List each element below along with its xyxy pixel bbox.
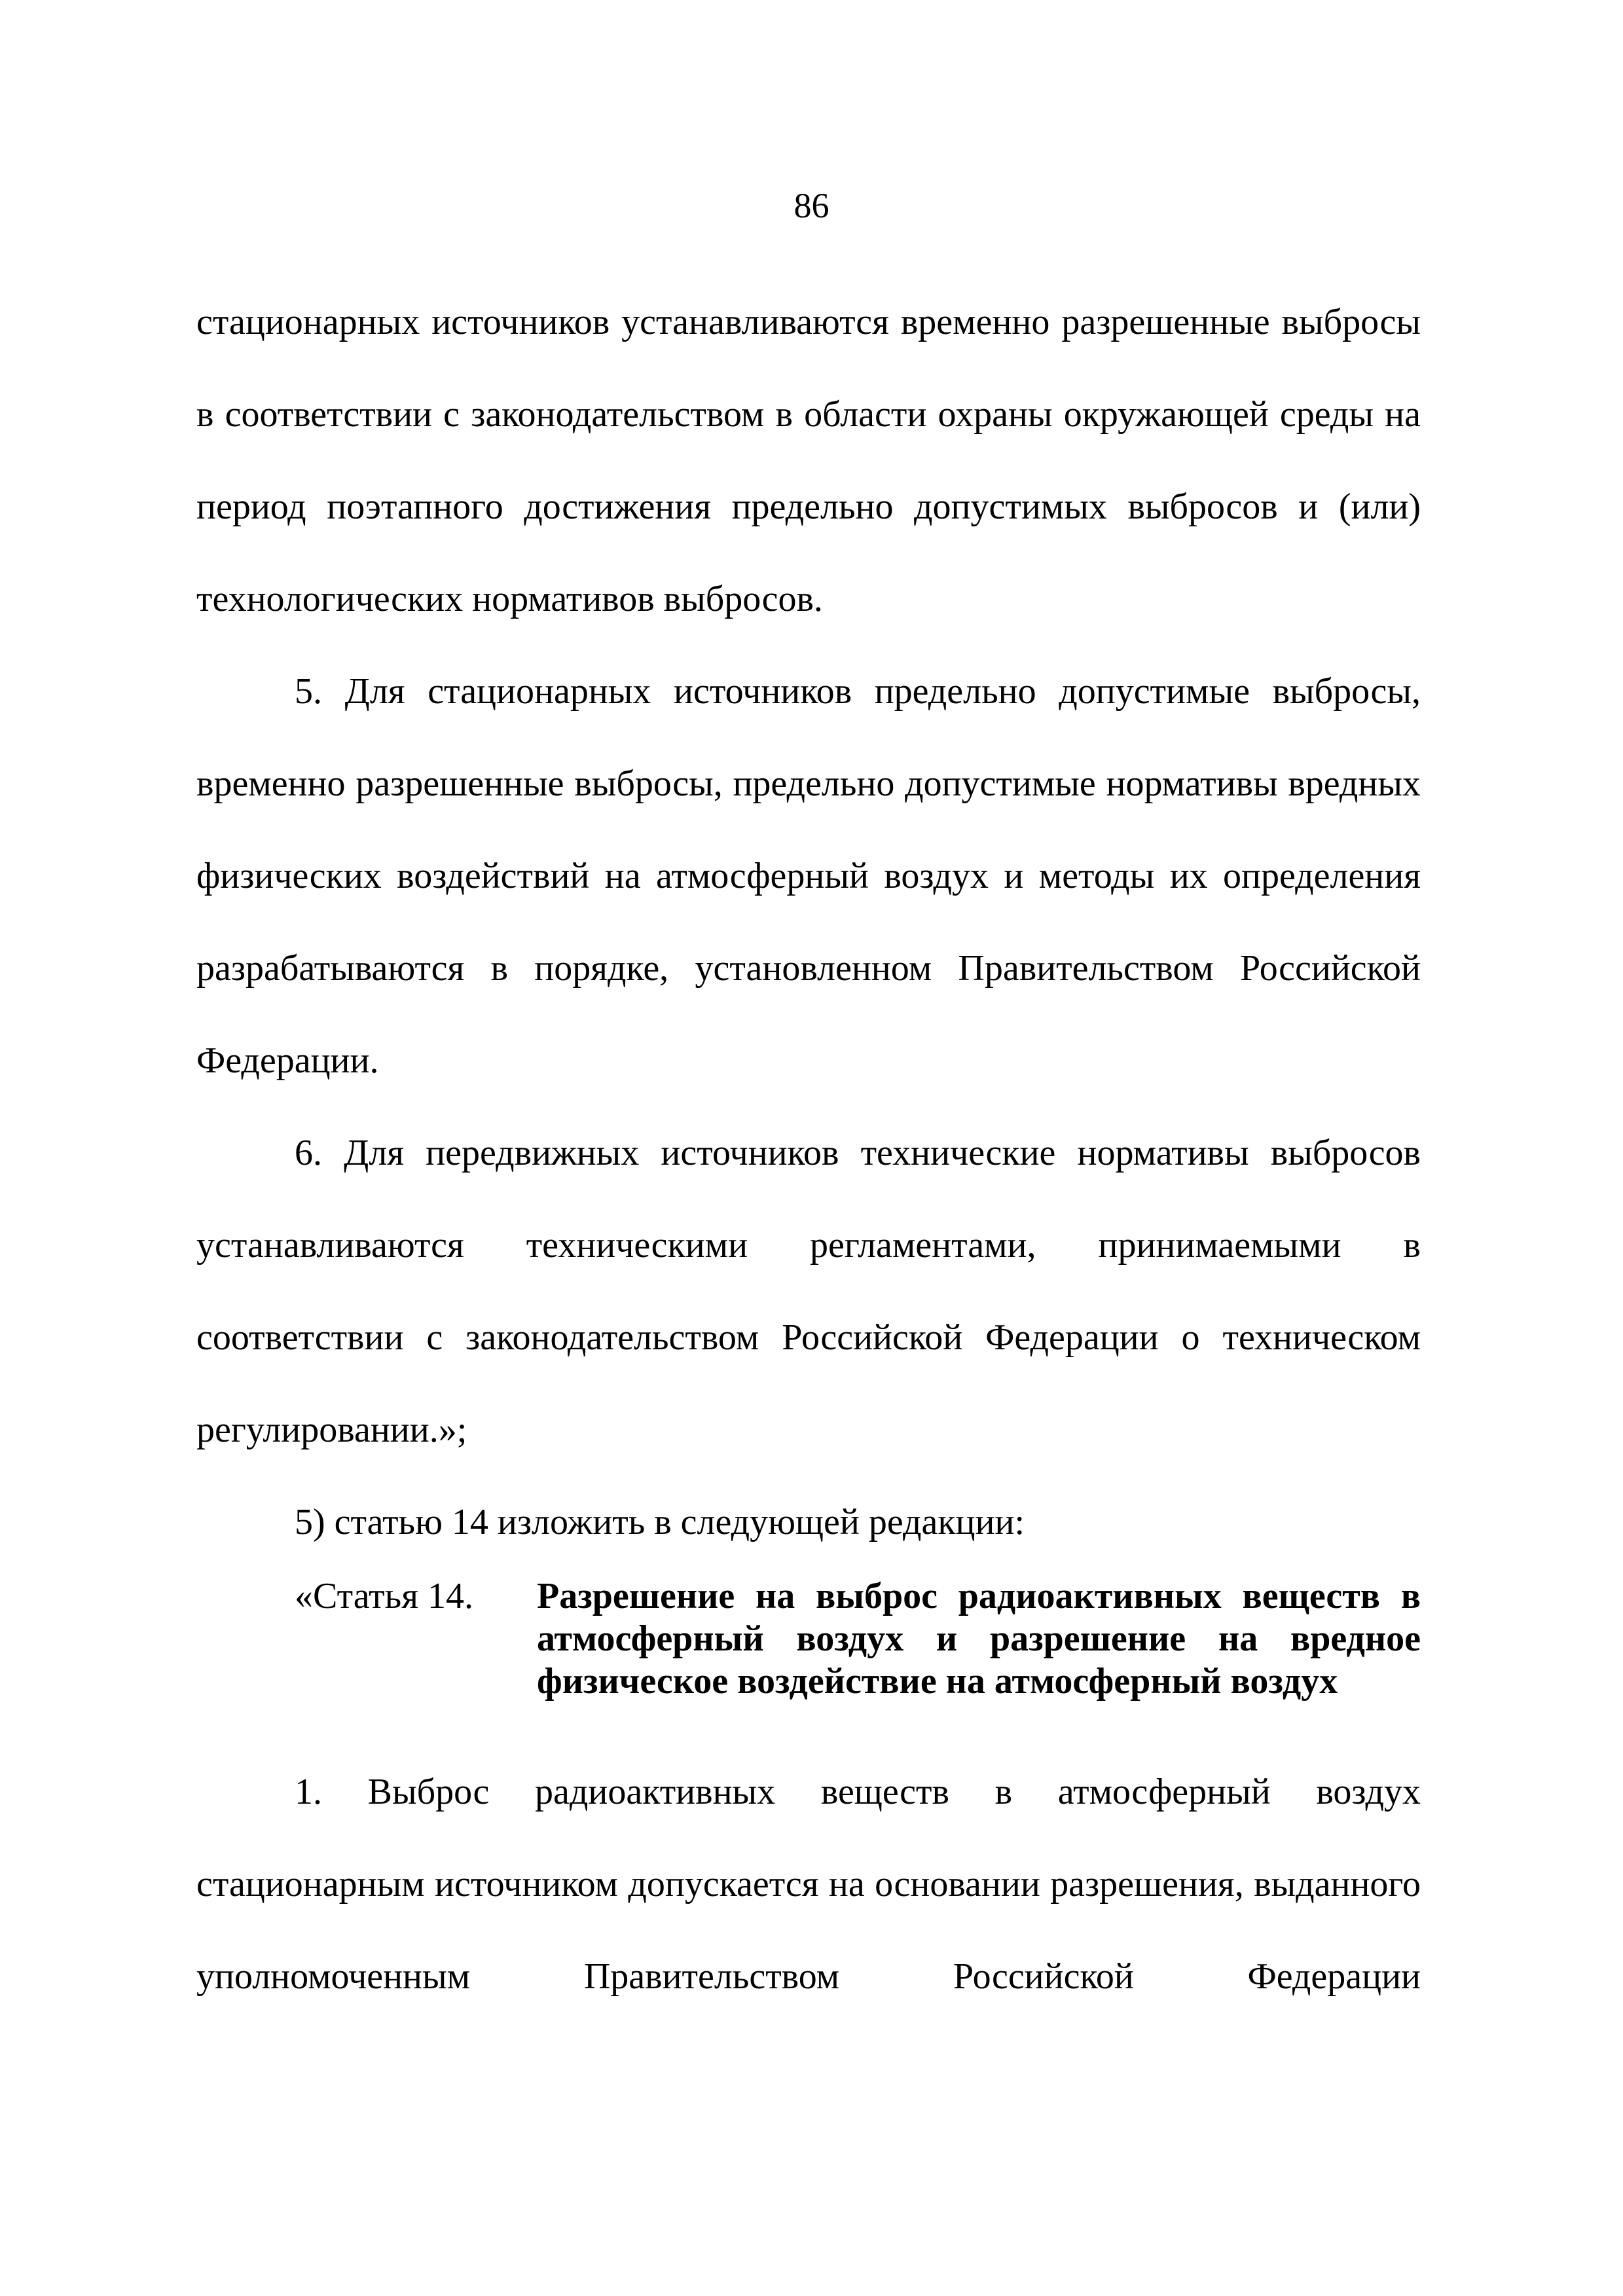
article-heading	[196, 1575, 1421, 1703]
article-label: «Статья 14.	[295, 1576, 473, 1616]
document-body	[196, 276, 1421, 2023]
article-title-line: атмосферный воздух и разрешение на вредное	[537, 1618, 1421, 1659]
paragraph-article-item-1: 1. Выброс радиоактивных веществ в атмосферный воздух стационарным источником допускается на основании разрешения, выданного уполномоченным Правительством Российской Федерации	[196, 1772, 1421, 1997]
paragraph-amendment-5: 5) статью 14 изложить в следующей редакции:	[295, 1502, 1025, 1542]
article-title-line: Разрешение на выброс радиоактивных веществ в	[537, 1576, 1421, 1616]
paragraph-item-6: 6. Для передвижных источников технические нормативы выбросов устанавливаются техническими регламентами, принимаемыми в соответствии с законодательством Российской Федерации о техническом регулировании.»;	[196, 1133, 1421, 1450]
page-number: 86	[793, 186, 830, 225]
paragraph-continuation: стационарных источников устанавливаются временно разрешенные выбросы в соответствии с законодательством в области охраны окружающей среды на период поэтапного достижения предельно допустимых выбросов и (или) технологических нормативов выбросов.	[196, 302, 1421, 619]
article-title	[537, 1575, 1421, 1703]
paragraph-item-5: 5. Для стационарных источников предельно допустимые выбросы, временно разрешенные выбросы, предельно допустимые нормативы вредных физических воздействий на атмосферный воздух и методы их определения разрабатываются в порядке, установленном Правительством Российской Федерации.	[196, 671, 1421, 1081]
article-title-line: физическое воздействие на атмосферный воздух	[537, 1661, 1338, 1702]
